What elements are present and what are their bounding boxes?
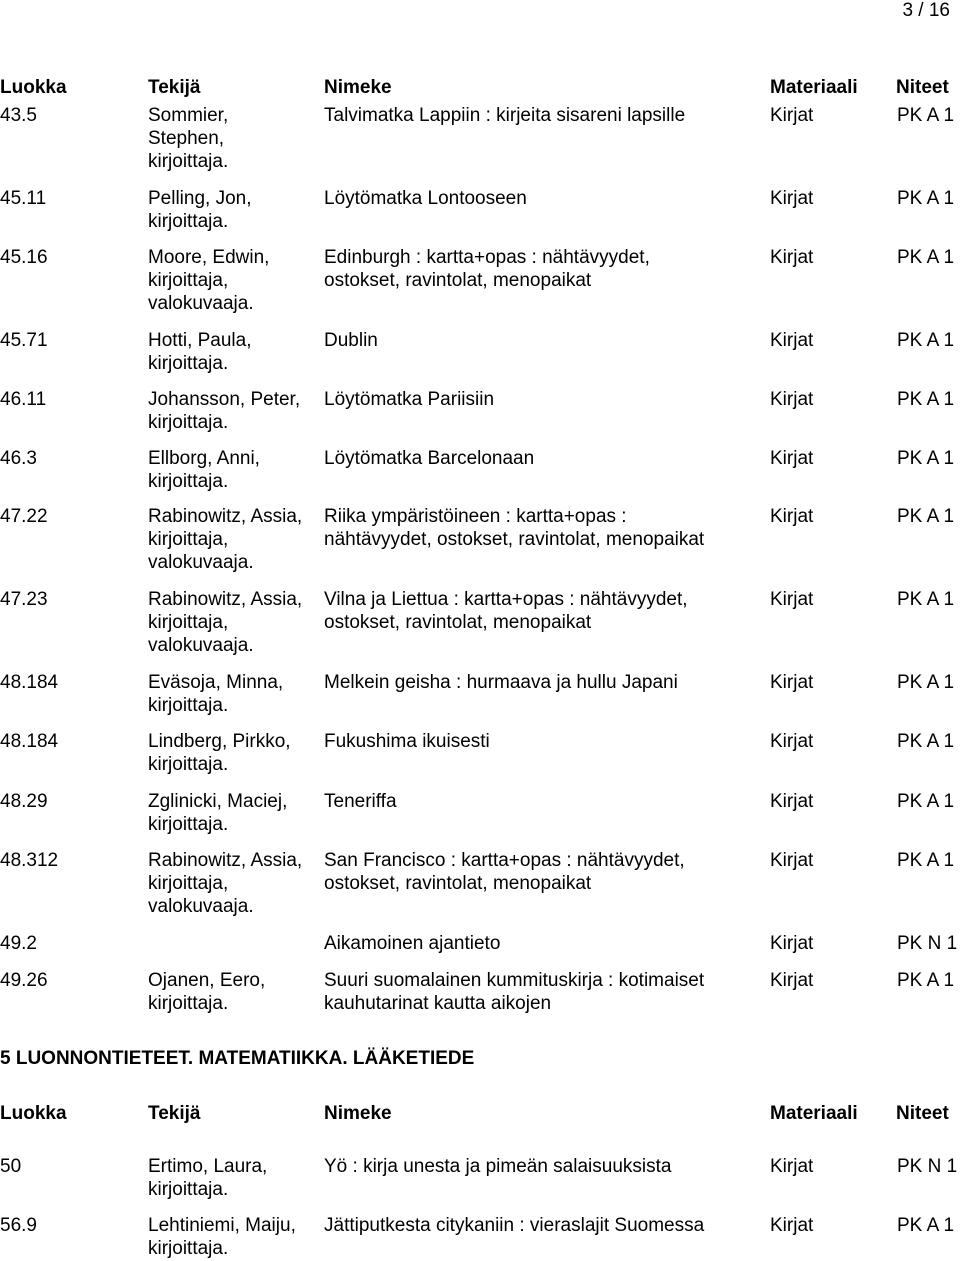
cell-materiaali: Kirjat (770, 389, 814, 410)
cell-niteet: PK A 1 (897, 1215, 955, 1236)
cell-materiaali: Kirjat (770, 850, 814, 871)
cell-luokka: 45.11 (0, 188, 47, 209)
cell-materiaali: Kirjat (770, 933, 814, 954)
cell-tekija: Rabinowitz, Assia, kirjoittaja, valokuvaaja. (148, 589, 303, 656)
cell-materiaali: Kirjat (770, 589, 814, 610)
cell-tekija: Ertimo, Laura, kirjoittaja. (148, 1156, 268, 1200)
cell-luokka: 46.11 (0, 389, 47, 410)
cell-niteet: PK A 1 (897, 731, 955, 752)
cell-materiaali: Kirjat (770, 330, 814, 351)
column-header-nimeke: Nimeke (324, 77, 392, 98)
cell-tekija: Hotti, Paula, kirjoittaja. (148, 330, 252, 374)
cell-materiaali: Kirjat (770, 188, 814, 209)
cell-tekija: Rabinowitz, Assia, kirjoittaja, valokuvaaja. (148, 506, 303, 573)
cell-materiaali: Kirjat (770, 1156, 814, 1177)
cell-luokka: 56.9 (0, 1215, 37, 1236)
cell-nimeke: Suuri suomalainen kummituskirja : kotimaiset kauhutarinat kautta aikojen (324, 970, 705, 1014)
cell-tekija: Zglinicki, Maciej, kirjoittaja. (148, 791, 288, 835)
cell-tekija: Johansson, Peter, kirjoittaja. (148, 389, 301, 433)
cell-tekija: Moore, Edwin, kirjoittaja, valokuvaaja. (148, 247, 270, 314)
cell-luokka: 46.3 (0, 448, 37, 469)
cell-nimeke: Riika ympäristöineen : kartta+opas : nähtävyydet, ostokset, ravintolat, menopaikat (324, 506, 705, 550)
cell-nimeke: Aikamoinen ajantieto (324, 933, 501, 954)
cell-materiaali: Kirjat (770, 1215, 814, 1236)
page-number: 3 / 16 (902, 0, 950, 21)
cell-materiaali: Kirjat (770, 672, 814, 693)
cell-nimeke: Dublin (324, 330, 378, 351)
column-header-luokka: Luokka (0, 1103, 67, 1124)
cell-niteet: PK A 1 (897, 330, 955, 351)
cell-luokka: 48.312 (0, 850, 59, 871)
cell-niteet: PK A 1 (897, 247, 955, 268)
cell-luokka: 48.184 (0, 731, 59, 752)
cell-niteet: PK A 1 (897, 105, 955, 126)
cell-nimeke: Melkein geisha : hurmaava ja hullu Japani (324, 672, 678, 693)
cell-tekija: Ojanen, Eero, kirjoittaja. (148, 970, 266, 1014)
cell-nimeke: Jättiputkesta citykaniin : vieraslajit Suomessa (324, 1215, 705, 1236)
cell-niteet: PK A 1 (897, 506, 955, 527)
cell-nimeke: Talvimatka Lappiin : kirjeita sisareni lapsille (324, 105, 686, 126)
cell-tekija: Rabinowitz, Assia, kirjoittaja, valokuvaaja. (148, 850, 303, 917)
cell-materiaali: Kirjat (770, 731, 814, 752)
cell-materiaali: Kirjat (770, 970, 814, 991)
column-header-tekija: Tekijä (148, 1103, 201, 1124)
cell-materiaali: Kirjat (770, 448, 814, 469)
cell-niteet: PK A 1 (897, 850, 955, 871)
cell-niteet: PK A 1 (897, 589, 955, 610)
cell-luokka: 43.5 (0, 105, 37, 126)
column-header-materiaali: Materiaali (770, 1103, 858, 1124)
cell-luokka: 48.29 (0, 791, 48, 812)
cell-luokka: 45.71 (0, 330, 48, 351)
cell-luokka: 47.22 (0, 506, 48, 527)
cell-luokka: 47.23 (0, 589, 48, 610)
column-header-luokka: Luokka (0, 77, 67, 98)
column-header-niteet: Niteet (896, 77, 949, 98)
column-header-tekija: Tekijä (148, 77, 201, 98)
cell-tekija: Lindberg, Pirkko, kirjoittaja. (148, 731, 291, 775)
section-heading: 5 LUONNONTIETEET. MATEMATIIKKA. LÄÄKETIEDE (0, 1048, 475, 1069)
cell-niteet: PK N 1 (897, 1156, 958, 1177)
cell-niteet: PK A 1 (897, 448, 955, 469)
column-header-niteet: Niteet (896, 1103, 949, 1124)
cell-tekija: Ellborg, Anni, kirjoittaja. (148, 448, 260, 492)
cell-luokka: 49.26 (0, 970, 48, 991)
column-header-materiaali: Materiaali (770, 77, 858, 98)
cell-niteet: PK N 1 (897, 933, 958, 954)
column-header-nimeke: Nimeke (324, 1103, 392, 1124)
cell-nimeke: Fukushima ikuisesti (324, 731, 490, 752)
cell-tekija: Eväsoja, Minna, kirjoittaja. (148, 672, 284, 716)
cell-nimeke: Teneriffa (324, 791, 397, 812)
cell-nimeke: Yö : kirja unesta ja pimeän salaisuuksista (324, 1156, 672, 1177)
cell-nimeke: San Francisco : kartta+opas : nähtävyydet, ostokset, ravintolat, menopaikat (324, 850, 685, 894)
cell-nimeke: Edinburgh : kartta+opas : nähtävyydet, ostokset, ravintolat, menopaikat (324, 247, 650, 291)
cell-niteet: PK A 1 (897, 672, 955, 693)
cell-tekija: Lehtiniemi, Maiju, kirjoittaja. (148, 1215, 296, 1259)
cell-nimeke: Löytömatka Pariisiin (324, 389, 495, 410)
cell-tekija: Sommier, Stephen, kirjoittaja. (148, 105, 229, 172)
cell-materiaali: Kirjat (770, 105, 814, 126)
cell-tekija: Pelling, Jon, kirjoittaja. (148, 188, 252, 232)
cell-luokka: 48.184 (0, 672, 59, 693)
cell-materiaali: Kirjat (770, 506, 814, 527)
cell-nimeke: Vilna ja Liettua : kartta+opas : nähtävyydet, ostokset, ravintolat, menopaikat (324, 589, 688, 633)
cell-nimeke: Löytömatka Barcelonaan (324, 448, 535, 469)
cell-nimeke: Löytömatka Lontooseen (324, 188, 527, 209)
cell-materiaali: Kirjat (770, 791, 814, 812)
cell-luokka: 45.16 (0, 247, 48, 268)
cell-niteet: PK A 1 (897, 389, 955, 410)
cell-materiaali: Kirjat (770, 247, 814, 268)
cell-luokka: 49.2 (0, 933, 37, 954)
cell-niteet: PK A 1 (897, 791, 955, 812)
cell-luokka: 50 (0, 1156, 22, 1177)
cell-niteet: PK A 1 (897, 188, 955, 209)
cell-niteet: PK A 1 (897, 970, 955, 991)
